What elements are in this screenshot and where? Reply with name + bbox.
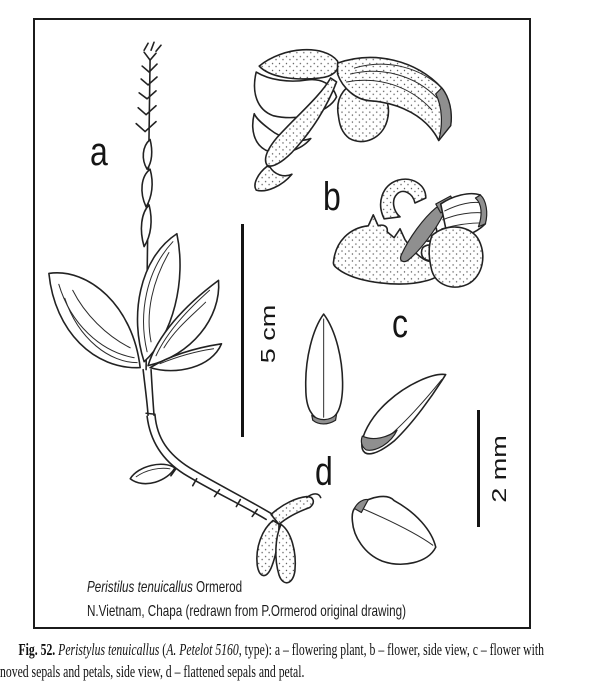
flower-b-drawing bbox=[253, 50, 451, 191]
scale-label-2mm: 2 mm bbox=[487, 435, 511, 503]
flower-c-drawing bbox=[333, 179, 486, 287]
panel-label-d: d bbox=[315, 450, 333, 494]
panel-label-a: a bbox=[90, 130, 108, 174]
tubers bbox=[257, 494, 321, 583]
plant-a-drawing bbox=[49, 42, 321, 583]
caption-fig-label: Fig. 52. bbox=[18, 640, 56, 659]
panel-label-b: b bbox=[323, 175, 341, 219]
botanical-illustration bbox=[35, 20, 529, 627]
caption-line-1 bbox=[0, 639, 596, 661]
specimen-author: Ormerod bbox=[192, 579, 243, 596]
scale-label-5cm: 5 cm bbox=[256, 304, 280, 364]
specimen-note bbox=[87, 576, 423, 624]
caption-line-2: noved sepals and petals, side view, d – flattened sepals and petal. bbox=[0, 662, 305, 681]
caption-line1-rest: , type): a – flowering plant, b – flower, side view, c – flower with bbox=[238, 640, 544, 659]
specimen-species: Peristilus tenuicallus bbox=[87, 579, 193, 596]
figure-box bbox=[33, 18, 531, 629]
figure-caption bbox=[0, 639, 596, 683]
caption-collection: A. Petelot 5160 bbox=[166, 640, 239, 659]
caption-species: Peristylus tenuicallus bbox=[55, 640, 163, 659]
panel-label-c: c bbox=[392, 302, 408, 346]
specimen-name-line bbox=[87, 576, 423, 600]
scale-bar-2mm bbox=[477, 410, 480, 527]
sepals-petals-d-drawing bbox=[306, 314, 446, 564]
scale-bar-5cm bbox=[241, 224, 244, 437]
caption-paren: ( bbox=[162, 640, 167, 659]
specimen-locality-line: N.Vietnam, Chapa (redrawn from P.Ormerod original drawing) bbox=[87, 603, 406, 620]
